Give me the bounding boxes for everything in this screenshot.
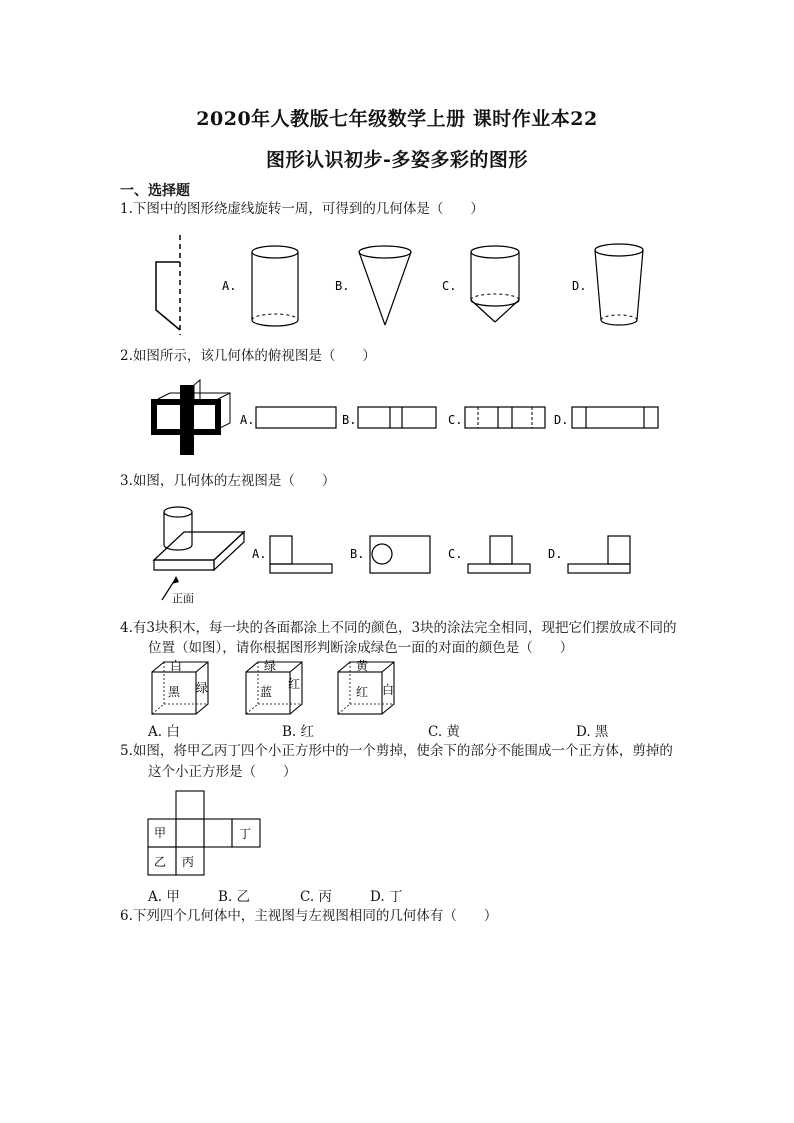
q2-option-c-figure (465, 407, 545, 428)
q2-option-a-figure (256, 407, 336, 428)
q3-option-b-label: B. (350, 547, 365, 561)
q2-option-b-label: B. (342, 413, 357, 427)
q4-answer-d: D. 黑 (576, 724, 609, 740)
q3-option-d-figure (568, 536, 630, 573)
q2-option-d-figure (572, 407, 658, 428)
q5-answer-d: D. 丁 (370, 889, 403, 905)
frustum-figure (595, 244, 643, 325)
cylinder-cone-figure (471, 246, 519, 322)
q2-option-d-label: D. (554, 413, 569, 427)
cube-1-top-color: 白 (170, 659, 183, 673)
question-4-text-line1: 4.有3块积木，每一块的各面都涂上不同的颜色，3块的涂法完全相同，现把它们摆放成不同的 (120, 620, 677, 636)
question-5-text-line2: 这个小正方形是（ ） (148, 764, 297, 780)
question-2-figures (150, 380, 670, 460)
cube-1-front-color: 黑 (168, 685, 181, 699)
q2-option-c-label: C. (448, 413, 463, 427)
question-5-text-line1: 5.如图，将甲乙丙丁四个小正方形中的一个剪掉，使余下的部分不能围成一个正方体，剪掉的 (120, 743, 673, 759)
q3-option-c-figure (468, 536, 530, 573)
q1-option-c-label: C. (442, 279, 457, 293)
cube-3-top-color: 黄 (356, 659, 369, 673)
zhong-character-solid-figure (154, 380, 230, 455)
net-cell-yi: 乙 (154, 855, 167, 869)
q1-option-a-label: A. (222, 279, 237, 293)
question-2-text: 2.如图所示，该几何体的俯视图是（ ） (120, 348, 376, 364)
cylinder-on-slab-figure (154, 507, 244, 600)
q3-option-a-label: A. (252, 547, 267, 561)
q2-option-b-figure (358, 407, 436, 428)
section-heading-choice: 一、选择题 (120, 183, 190, 199)
q1-option-d-label: D. (572, 279, 587, 293)
question-3-figures (148, 500, 668, 610)
cube-3-front-color: 红 (356, 685, 369, 699)
q5-answer-b: B. 乙 (218, 889, 251, 905)
question-4-cubes (148, 658, 408, 720)
front-direction-label: 正面 (172, 592, 194, 605)
rotation-shape-figure (156, 235, 180, 335)
q4-answer-a: A. 白 (148, 724, 180, 740)
question-5-cube-net (148, 790, 268, 875)
cube-1-right-color: 绿 (196, 681, 209, 695)
q3-option-c-label: C. (448, 547, 463, 561)
cube-2-top-color: 绿 (264, 659, 277, 673)
q3-option-a-figure (270, 536, 332, 573)
q5-answer-c: C. 丙 (300, 889, 332, 905)
net-cell-ding: 丁 (239, 827, 252, 841)
net-cell-jia: 甲 (154, 826, 167, 840)
question-4-text-line2: 位置（如图），请你根据图形判断涂成绿色一面的对面的颜色是（ ） (148, 640, 574, 656)
document-title: 2020年人教版七年级数学上册 课时作业本22 (196, 108, 598, 130)
document-subtitle: 图形认识初步-多姿多彩的图形 (266, 149, 528, 171)
question-6-text: 6.下列四个几何体中，主视图与左视图相同的几何体有（ ） (120, 908, 498, 924)
question-1-figures (140, 230, 660, 340)
q5-answer-a: A. 甲 (148, 889, 180, 905)
q1-option-b-label: B. (335, 279, 350, 293)
q4-answer-b: B. 红 (282, 724, 315, 740)
question-1-text: 1.下图中的图形绕虚线旋转一周，可得到的几何体是（ ） (120, 201, 484, 217)
q4-answer-c: C. 黄 (428, 724, 460, 740)
q3-option-b-figure (370, 536, 430, 573)
q3-option-d-label: D. (548, 547, 563, 561)
net-cell-bing: 丙 (182, 855, 195, 869)
cylinder-figure (252, 246, 298, 326)
cube-2-front-color: 蓝 (260, 685, 273, 699)
question-3-text: 3.如图，几何体的左视图是（ ） (120, 473, 336, 489)
cube-3-right-color: 白 (382, 683, 395, 697)
cone-figure (359, 246, 411, 325)
q2-option-a-label: A. (240, 413, 255, 427)
cube-2-right-color: 红 (288, 677, 301, 691)
